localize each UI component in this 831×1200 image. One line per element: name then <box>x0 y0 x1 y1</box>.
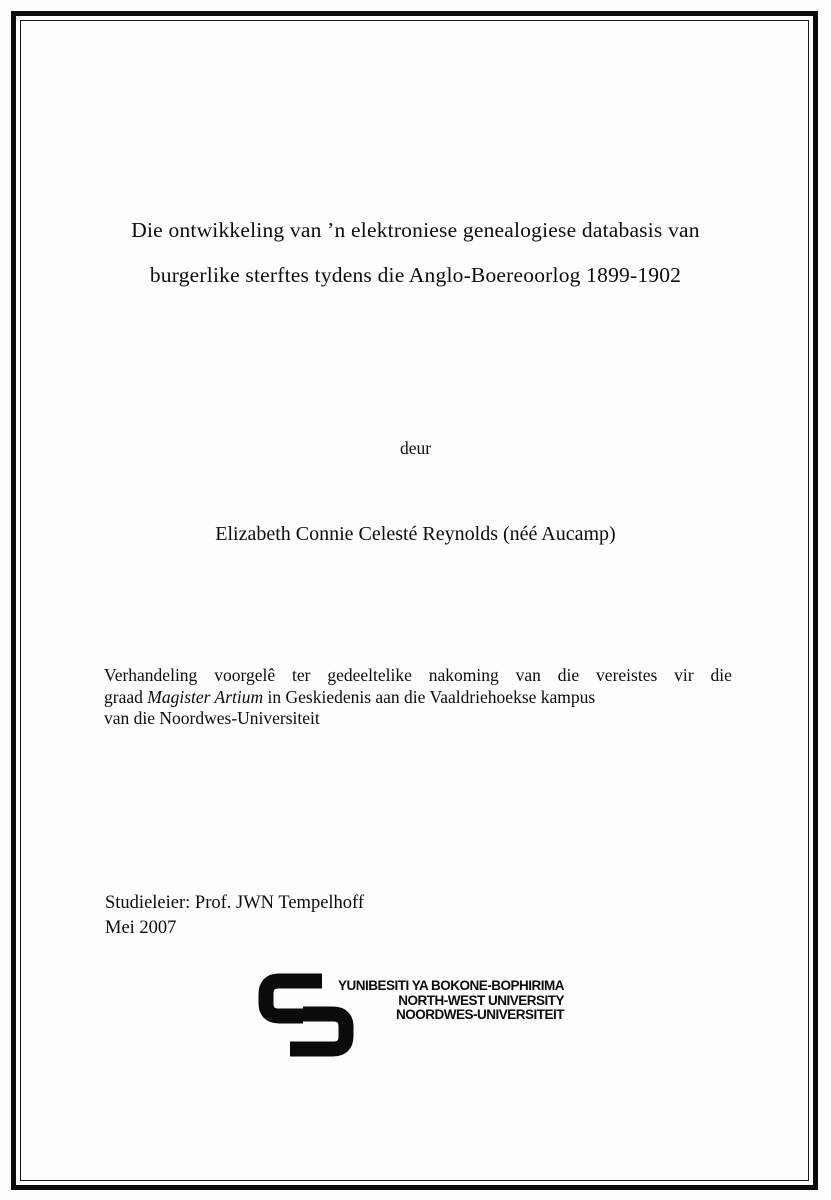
statement-word: vir <box>674 665 694 685</box>
logo-name-afrikaans: NOORDWES-UNIVERSITEIT <box>395 1007 564 1023</box>
statement-word: voorgelê <box>214 665 276 685</box>
statement-word: vereistes <box>596 665 658 685</box>
nwu-logo <box>256 969 586 1061</box>
nwu-logo-wordmark <box>318 979 564 1023</box>
statement-word: die <box>557 665 580 685</box>
statement-word: Verhandeling <box>104 665 198 685</box>
degree-statement-line-1 <box>104 665 732 687</box>
byline-label: deur <box>399 438 432 458</box>
degree-statement-line-2-prefix: graad <box>104 686 148 707</box>
degree-statement <box>104 665 732 730</box>
degree-statement-line-3: van die Noordwes-Universiteit <box>104 708 320 729</box>
statement-word: nakoming <box>428 665 499 685</box>
statement-word: die <box>710 665 732 685</box>
thesis-title-line-1: Die ontwikkeling van ’n elektroniese genealogiese databasis van <box>131 218 700 242</box>
thesis-title-line-2: burgerlike sterftes tydens die Anglo-Boereoorlog 1899-1902 <box>149 263 682 287</box>
statement-word: gedeeltelike <box>327 665 412 685</box>
degree-statement-line-2 <box>104 687 732 709</box>
supervisor-line: Studieleier: Prof. JWN Tempelhoff <box>105 893 365 913</box>
author-name: Elizabeth Connie Celesté Reynolds (néé Aucamp) <box>215 523 616 545</box>
supervisor-block <box>105 891 364 941</box>
statement-word: ter <box>291 665 311 685</box>
logo-name-setswana: YUNIBESITI YA BOKONE-BOPHIRIMA <box>337 978 564 993</box>
statement-word: van <box>515 665 541 685</box>
degree-statement-line-2-suffix: in Geskiedenis aan die Vaaldriehoekse kampus <box>263 686 596 707</box>
degree-name-italic: Magister Artium <box>147 686 264 707</box>
logo-name-english: NORTH-WEST UNIVERSITY <box>398 992 564 1008</box>
date-line: Mei 2007 <box>105 918 177 938</box>
thesis-title <box>60 208 771 298</box>
